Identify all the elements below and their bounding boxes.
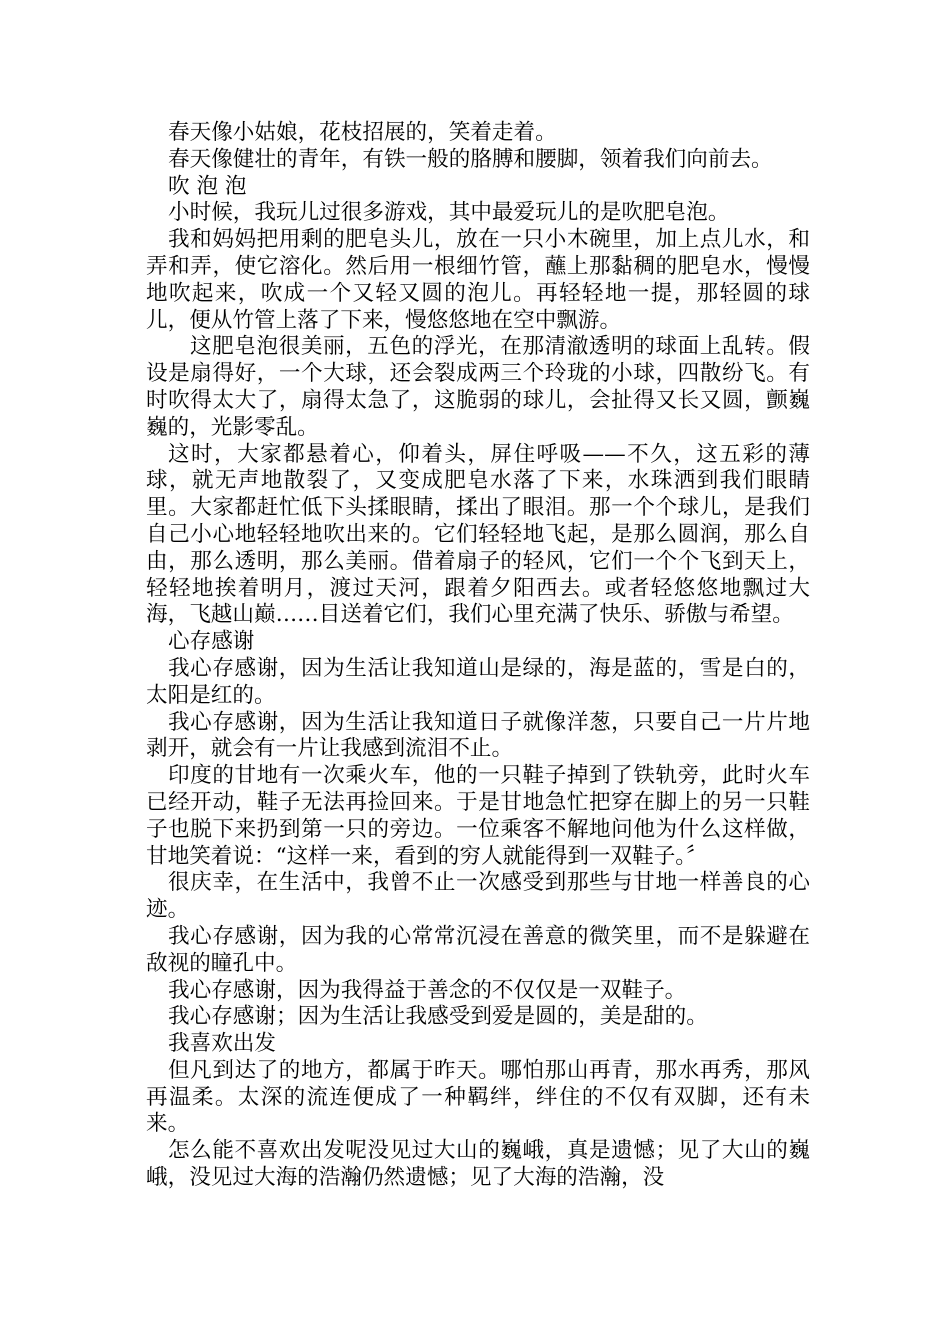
paragraph: 我和妈妈把用剩的肥皂头儿，放在一只小木碗里，加上点儿水，和弄和弄，使它溶化。然后用一根细竹管，蘸上那黏稠的肥皂水，慢慢地吹起来，吹成一个又轻又圆的泡儿。再轻轻地一提，那轻圆的球儿，便从竹管上落了下来，慢悠悠地在空中飘游。 xyxy=(146,227,810,333)
paragraph: 我心存感谢，因为生活让我知道山是绿的，海是蓝的，雪是白的，太阳是红的。 xyxy=(146,655,810,708)
paragraph: 印度的甘地有一次乘火车，他的一只鞋子掉到了铁轨旁，此时火车已经开动，鞋子无法再捡回来。于是甘地急忙把穿在脚上的另一只鞋子也脱下来扔到第一只的旁边。一位乘客不解地问他为什么这样做，甘地笑着说：“这样一来，看到的穷人就能得到一双鞋子。〞 xyxy=(146,763,810,869)
paragraph: 但凡到达了的地方，都属于昨天。哪怕那山再青，那水再秀，那风再温柔。太深的流连便成了一种羁绊，绊住的不仅有双脚，还有未来。 xyxy=(146,1057,810,1137)
section-title: 心存感谢 xyxy=(168,629,255,655)
paragraph: 这肥皂泡很美丽，五色的浮光，在那清澈透明的球面上乱转。假设是扇得好，一个大球，还会裂成两三个玲珑的小球，四散纷飞。有时吹得太大了，扇得太急了，这脆弱的球儿，会扯得又长又圆，颤巍巍的，光影零乱。 xyxy=(146,334,810,440)
paragraph: 我心存感谢，因为我得益于善念的不仅仅是一双鞋子。 xyxy=(168,977,687,1003)
paragraph: 春天像小姑娘，花枝招展的，笑着走着。 xyxy=(168,120,557,145)
paragraph: 很庆幸，在生活中，我曾不止一次感受到那些与甘地一样善良的心迹。 xyxy=(146,870,810,923)
section-title: 我喜欢出发 xyxy=(168,1031,276,1057)
paragraph: 我心存感谢，因为生活让我知道日子就像洋葱，只要自己一片片地剥开，就会有一片让我感到流泪不止。 xyxy=(146,709,810,762)
paragraph: 我心存感谢，因为我的心常常沉浸在善意的微笑里，而不是躲避在敌视的瞳孔中。 xyxy=(146,923,810,976)
paragraph: 怎么能不喜欢出发呢没见过大山的巍峨，真是遗憾；见了大山的巍峨，没见过大海的浩瀚仍然遗憾；见了大海的浩瀚，没 xyxy=(146,1138,810,1191)
paragraph: 我心存感谢；因为生活让我感受到爱是圆的，美是甜的。 xyxy=(168,1004,708,1030)
section-title: 吹 泡 泡 xyxy=(168,173,247,199)
paragraph: 春天像健壮的青年，有铁一般的胳膊和腰脚，领着我们向前去。 xyxy=(168,146,773,172)
paragraph: 小时候，我玩儿过很多游戏，其中最爱玩儿的是吹肥皂泡。 xyxy=(168,200,730,226)
document-body xyxy=(146,120,810,1192)
paragraph: 这时，大家都悬着心，仰着头，屏住呼吸——不久，这五彩的薄球，就无声地散裂了，又变成肥皂水落了下来，水珠洒到我们眼睛里。大家都赶忙低下头揉眼睛，揉出了眼泪。那一个个球儿，是我们自己小心地轻轻地吹出来的。它们轻轻地飞起，是那么圆润，那么自由，那么透明，那么美丽。借着扇子的轻风，它们一个个飞到天上，轻轻地挨着明月，渡过天河，跟着夕阳西去。或者轻悠悠地飘过大海，飞越山巅……目送着它们，我们心里充满了快乐、骄傲与希望。 xyxy=(146,441,810,628)
